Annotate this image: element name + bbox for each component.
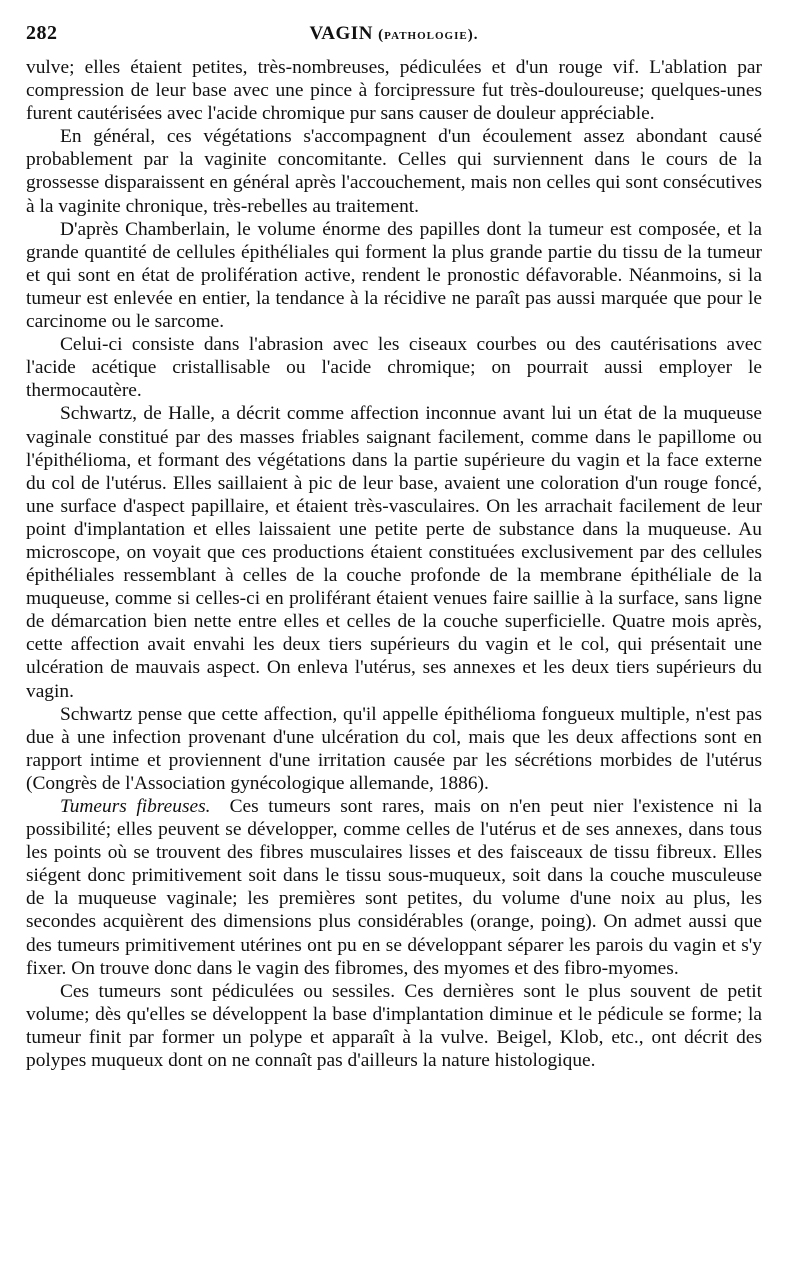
paragraph-text: Schwartz pense que cette affection, qu'il appelle épithélioma fongueux multiple, n'est pas due à une infection provenant d'une ulcération du col, mais que les deux affections sont en rapport intime et proviennent d'une irritation causée par les sécrétions morbides de l'utérus (Congrès de l'Association gynécologique allemande, 1886).: [26, 703, 762, 794]
running-title-main: VAGIN: [309, 23, 373, 44]
body-text: [26, 56, 762, 1072]
paragraph-text: En général, ces végétations s'accompagnent d'un écoulement assez abondant causé probablement par la vaginite concomitante. Celles qui surviennent dans le cours de la grossesse disparaissent en général après l'accouchement, mais non celles qui sont consécutives à la vaginite chronique, très-rebelles au traitement.: [26, 126, 762, 217]
paragraph-text: Schwartz, de Halle, a décrit comme affection inconnue avant lui un état de la muqueuse vaginale constitué par des masses friables saignant facilement, comme dans le papillome ou l'épithélioma, et formant des végétations dans la partie supérieure du vagin et la face externe du col de l'utérus. Elles saillaient à pic de leur base, avaient une coloration d'un rouge foncé, une surface d'aspect papillaire, et étaient très-vasculaires. On les arrachait facilement de leur point d'implantation et elles laissaient une petite perte de substance dans la muqueuse. Au microscope, on voyait que ces productions étaient constituées exclusivement par des cellules épithéliales ressemblant à celles de la couche profonde de la membrane épithéliale de la muqueuse, comme si celles-ci en proliférant étaient venues faire saillie à la surface, sans ligne de démarcation bien nette entre elles et celles de la couche superficielle. Quatre mois après, cette affection avait envahi les deux tiers supérieurs du vagin et le col, qui présentait une ulcération de mauvais aspect. On enleva l'utérus, ses annexes et les deux tiers supérieurs du vagin.: [26, 403, 762, 702]
paragraph: [26, 703, 762, 795]
paragraph: [26, 795, 762, 980]
paragraph: [26, 218, 762, 333]
paragraph: [26, 333, 762, 402]
paragraph-text: Ces tumeurs sont pédiculées ou sessiles. Ces dernières sont le plus souvent de petit volume; dès qu'elles se développent la base d'implantation diminue et le pédicule se forme; la tumeur finit par former un polype et apparaît à la vulve. Beigel, Klob, etc., ont décrit des polypes muqueux dont on ne connaît pas d'ailleurs la nature histologique.: [26, 980, 762, 1072]
page-number: 282: [26, 22, 58, 44]
page-header: [26, 22, 762, 56]
paragraph-text: D'après Chamberlain, le volume énorme des papilles dont la tumeur est composée, et la grande quantité de cellules épithéliales qui forment la plus grande partie du tissu de la tumeur et qui sont en état de prolifération active, rendent le pronostic défavorable. Néanmoins, si la tumeur est enlevée en entier, la tendance à la récidive ne paraît pas aussi marquée que pour le carcinome ou le sarcome.: [26, 218, 762, 333]
running-title: [86, 23, 762, 45]
section-heading: Tumeurs fibreuses.: [60, 796, 211, 817]
paragraph: [26, 980, 762, 1072]
paragraph: [26, 125, 762, 217]
running-title-subtitle: (pathologie).: [378, 27, 479, 43]
paragraph: [26, 56, 762, 125]
paragraph-text: Celui-ci consiste dans l'abrasion avec les ciseaux courbes ou des cautérisations avec l'acide acétique cristallisable ou l'acide chromique; on pourrait aussi employer le thermocautère.: [26, 334, 762, 402]
paragraph-text: Ces tumeurs sont rares, mais on n'en peut nier l'existence ni la possibilité; elles peuvent se développer, comme celles de l'utérus et de ses annexes, dans tous les points où se trouvent des fibres musculaires lisses et des faisceaux de tissu fibreux. Elles siégent donc primitivement soit dans le tissu sous-muqueux, soit dans la couche musculeuse de la muqueuse vaginale; les premières sont petites, du volume d'une noix au plus, les secondes acquièrent des dimensions plus considérables (orange, poing). On admet aussi que des tumeurs primitivement utérines ont pu en se développant séparer les parois du vagin et s'y fixer. On trouve donc dans le vagin des fibromes, des myomes et des fibro-myomes.: [26, 796, 762, 979]
paragraph: [26, 402, 762, 702]
paragraph-text: vulve; elles étaient petites, très-nombreuses, pédiculées et d'un rouge vif. L'ablation par compression de leur base avec une pince à forcipressure fut très-douloureuse; quelques-unes furent cautérisées avec l'acide chromique pur sans causer de douleur appréciable.: [26, 57, 762, 125]
